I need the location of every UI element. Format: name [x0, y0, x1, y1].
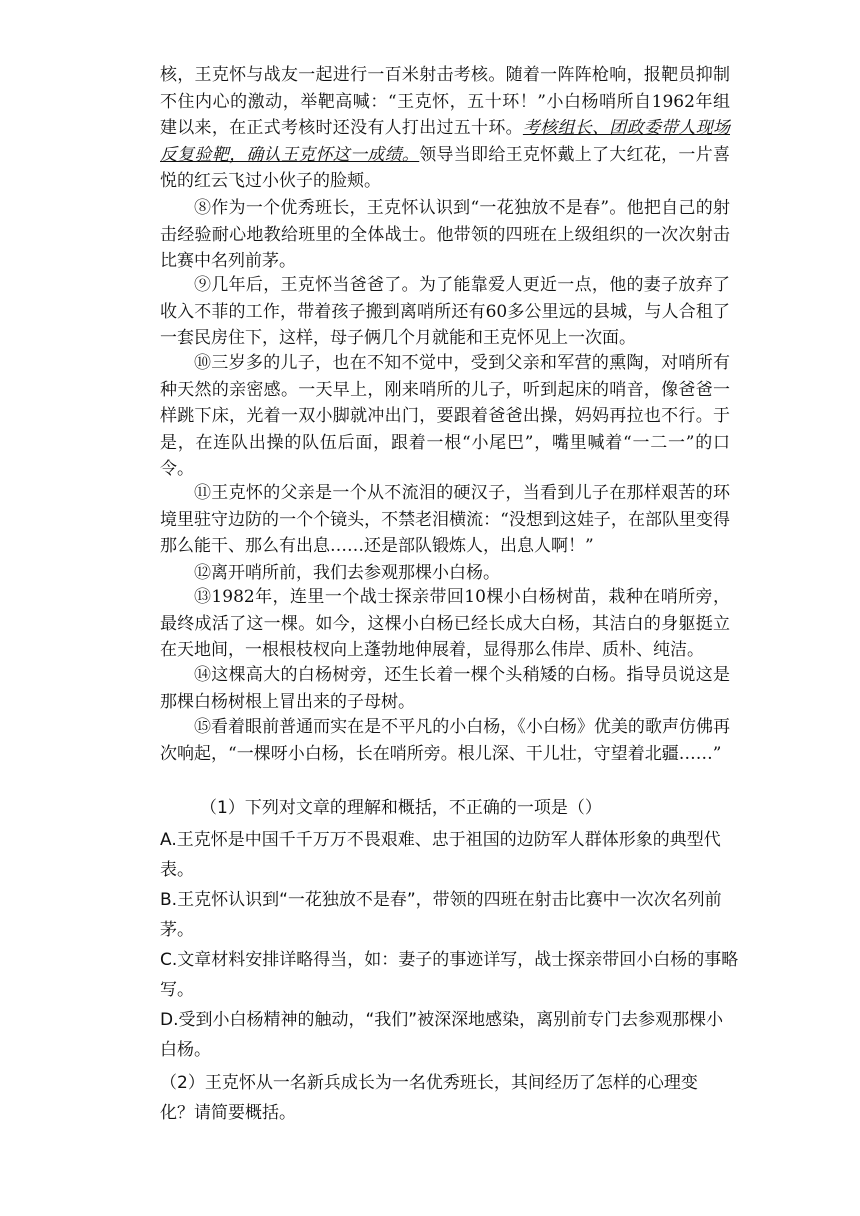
- option-c: C.文章材料安排详略得当，如：妻子的事迹详写，战士探亲带回小白杨的事略写。: [160, 950, 739, 1000]
- paragraph-15: ⑮看着眼前普通而实在是不平凡的小白杨，《小白杨》优美的歌声仿佛再次响起，“一棵呀小白杨，长在哨所旁。根儿深、干儿壮，守望着北疆……”: [160, 717, 730, 764]
- paragraph-8: ⑧作为一个优秀班长，王克怀认识到“一花独放不是春”。他把自己的射击经验耐心地教给班里的全体战士。他带领的四班在上级组织的一次次射击比赛中名列前茅。: [160, 198, 730, 271]
- option-d: D.受到小白杨精神的触动，“我们”被深深地感染，离别前专门去参观那棵小白杨。: [160, 1010, 724, 1060]
- option-a: A.王克怀是中国千千万万不畏艰难、忠于祖国的边防军人群体形象的典型代表。: [160, 830, 721, 880]
- paragraph-10: ⑩三岁多的儿子，也在不知不觉中，受到父亲和军营的熏陶，对哨所有种天然的亲密感。一天早上，刚来哨所的儿子，听到起床的哨音，像爸爸一样跳下床，光着一双小脚就冲出门，要跟着爸爸出操，妈妈再拉也不行。于是，在连队出操的队伍后面，跟着一根“小尾巴”，嘴里喊着“一二一”的口令。: [160, 353, 730, 479]
- question-1-stem: （1）下列对文章的理解和概括，不正确的一项是（）: [200, 798, 602, 818]
- paragraph-7-continued: [160, 62, 730, 195]
- paragraph-9: ⑨几年后，王克怀当爸爸了。为了能靠爱人更近一点，他的妻子放弃了收入不菲的工作，带着孩子搬到离哨所还有60多公里远的县城，与人合租了一套民房住下，这样，母子俩几个月就能和王克怀见上一次面。: [160, 275, 730, 348]
- paragraph-11: ⑪王克怀的父亲是一个从不流泪的硬汉子，当看到儿子在那样艰苦的环境里驻守边防的一个个镜头，不禁老泪横流：“没想到这娃子，在部队里变得那么能干、那么有出息……还是部队锻炼人，出息人啊！”: [160, 483, 730, 556]
- paragraph-14: ⑭这棵高大的白杨树旁，还生长着一棵个头稍矮的白杨。指导员说这是那棵白杨树根上冒出来的子母树。: [160, 665, 730, 712]
- question-2-stem: （2）王克怀从一名新兵成长为一名优秀班长，其间经历了怎样的心理变化？请简要概括。: [160, 1073, 698, 1123]
- option-b: B.王克怀认识到“一花独放不是春”，带领的四班在射击比赛中一次次名列前茅。: [160, 890, 722, 940]
- paragraph-13: ⑬1982年，连里一个战士探亲带回10棵小白杨树苗，栽种在哨所旁，最终成活了这一棵。如今，这棵小白杨已经长成大白杨，其洁白的身躯挺立在天地间，一根根枝杈向上蓬勃地伸展着，显得那么伟岸、质朴、纯洁。: [160, 587, 730, 660]
- p7-underlined-sentence: 考核组长、团政委带人现场反复验靶，确认王克怀这一成绩。: [160, 118, 730, 165]
- paragraph-12: ⑫离开哨所前，我们去参观那棵小白杨。: [194, 563, 500, 583]
- p7-text: 核，王克怀与战友一起进行一百米射击考核。随着一阵阵枪响，报靶员抑制不住内心的激动，举靶高喊：“王克怀，五十环！”小白杨哨所自1962年组建以来，在正式考核时还没有人打出过五十环。: [160, 65, 730, 138]
- p7-text-end: 领导当即给王克怀戴上了大红花，一片喜悦的红云飞过小伙子的脸颊。: [160, 144, 730, 191]
